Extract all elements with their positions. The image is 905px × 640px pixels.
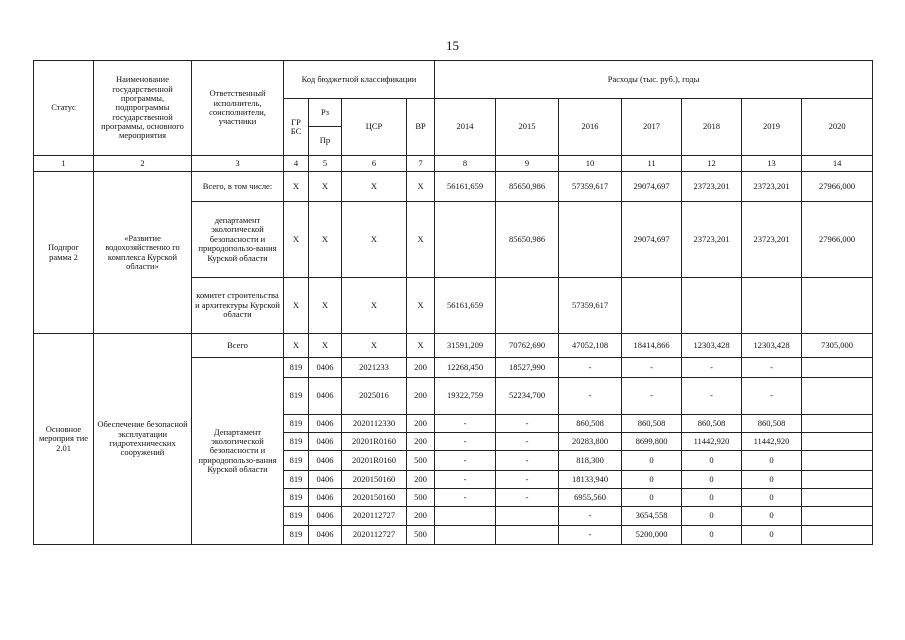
grbs-cell: 819 [284, 489, 309, 507]
expense-cell [802, 471, 873, 489]
grbs-cell: 819 [284, 358, 309, 378]
expense-cell: 85650,986 [496, 202, 559, 278]
rz-pr-cell: 0406 [309, 471, 342, 489]
expense-cell: 20283,800 [559, 433, 622, 451]
expense-cell [435, 507, 496, 526]
csr-cell: 20201R0160 [342, 433, 407, 451]
expense-cell: 47052,108 [559, 334, 622, 358]
expense-cell: 8699,800 [622, 433, 682, 451]
expense-cell: 85650,986 [496, 172, 559, 202]
expense-cell: - [435, 471, 496, 489]
expense-cell: 18527,990 [496, 358, 559, 378]
csr-cell: 2021233 [342, 358, 407, 378]
column-number: 3 [192, 156, 284, 172]
column-number: 12 [682, 156, 742, 172]
expense-cell: 23723,201 [682, 172, 742, 202]
expense-cell: 0 [622, 489, 682, 507]
grbs-cell: X [284, 278, 309, 334]
rz-pr-cell: 0406 [309, 489, 342, 507]
rz-pr-cell: 0406 [309, 451, 342, 471]
csr-cell: 20201R0160 [342, 451, 407, 471]
header-name: Наименование государственной программы, подпрограммы государственной программы, основного мероприятия [94, 61, 192, 156]
rz-pr-cell: 0406 [309, 526, 342, 545]
expense-cell [802, 526, 873, 545]
csr-cell: 2025016 [342, 378, 407, 415]
expense-cell: - [496, 489, 559, 507]
expense-cell: - [435, 489, 496, 507]
table-row [34, 334, 873, 358]
expense-cell: 56161,659 [435, 172, 496, 202]
expense-cell: 57359,617 [559, 172, 622, 202]
expense-cell: - [559, 507, 622, 526]
expense-cell [802, 378, 873, 415]
responsible-cell: Департамент экологической безопасности и природопользо-вания Курской области [192, 358, 284, 545]
vr-cell: X [407, 334, 435, 358]
header-vr: ВР [407, 99, 435, 156]
expense-cell: 0 [622, 471, 682, 489]
expense-cell: 860,508 [682, 415, 742, 433]
expense-cell: 11442,920 [742, 433, 802, 451]
csr-cell: X [342, 278, 407, 334]
column-number: 8 [435, 156, 496, 172]
grbs-cell: 819 [284, 507, 309, 526]
rz-pr-cell: 0406 [309, 415, 342, 433]
grbs-cell: 819 [284, 451, 309, 471]
expense-cell: 11442,920 [682, 433, 742, 451]
expense-cell: 12303,428 [682, 334, 742, 358]
vr-cell: X [407, 202, 435, 278]
grbs-cell: 819 [284, 526, 309, 545]
header-pr: Пр [309, 127, 342, 156]
vr-cell: X [407, 172, 435, 202]
grbs-cell: X [284, 334, 309, 358]
csr-cell: 2020112727 [342, 507, 407, 526]
expense-cell [435, 526, 496, 545]
rz-pr-cell: 0406 [309, 378, 342, 415]
expense-cell: - [435, 451, 496, 471]
vr-cell: X [407, 278, 435, 334]
vr-cell: 500 [407, 489, 435, 507]
vr-cell: 200 [407, 378, 435, 415]
expense-cell [802, 433, 873, 451]
expense-cell: 31591,209 [435, 334, 496, 358]
expense-cell: 19322,759 [435, 378, 496, 415]
expense-cell: 0 [742, 526, 802, 545]
column-number: 5 [309, 156, 342, 172]
expense-cell: 860,508 [559, 415, 622, 433]
expense-cell [742, 278, 802, 334]
status-cell: Подпрог рамма 2 [34, 172, 94, 334]
expense-cell: 0 [682, 451, 742, 471]
column-number-row [34, 156, 873, 172]
table-row [34, 172, 873, 202]
column-number: 10 [559, 156, 622, 172]
expense-cell [802, 358, 873, 378]
expense-cell: 12303,428 [742, 334, 802, 358]
header-year: 2019 [742, 99, 802, 156]
header-grbs: ГР БС [284, 99, 309, 156]
expense-cell [496, 278, 559, 334]
expense-cell: 0 [682, 489, 742, 507]
header-year: 2014 [435, 99, 496, 156]
csr-cell: 2020112727 [342, 526, 407, 545]
rz-pr-cell: 0406 [309, 433, 342, 451]
status-cell: Основное мероприя тие 2.01 [34, 334, 94, 545]
budget-table [33, 60, 873, 545]
column-number: 13 [742, 156, 802, 172]
csr-cell: 2020150160 [342, 471, 407, 489]
expense-cell: - [435, 433, 496, 451]
expense-cell: - [496, 415, 559, 433]
header-year: 2018 [682, 99, 742, 156]
grbs-cell: 819 [284, 433, 309, 451]
expense-cell [802, 415, 873, 433]
vr-cell: 500 [407, 526, 435, 545]
expense-cell: 56161,659 [435, 278, 496, 334]
responsible-cell: Всего, в том числе: [192, 172, 284, 202]
expense-cell: - [682, 378, 742, 415]
expense-cell: 29074,697 [622, 202, 682, 278]
expense-cell: 29074,697 [622, 172, 682, 202]
program-name-cell: «Развитие водохозяйственно го комплекса Курской области» [94, 172, 192, 334]
rz-pr-cell: 0406 [309, 507, 342, 526]
expense-cell [802, 278, 873, 334]
expense-cell: 12268,450 [435, 358, 496, 378]
expense-cell: 0 [682, 507, 742, 526]
expense-cell: - [435, 415, 496, 433]
header-year: 2015 [496, 99, 559, 156]
expense-cell: 18414,866 [622, 334, 682, 358]
header-year: 2017 [622, 99, 682, 156]
vr-cell: 200 [407, 507, 435, 526]
expense-cell [435, 202, 496, 278]
expense-cell: - [496, 433, 559, 451]
expense-cell: 0 [742, 489, 802, 507]
csr-cell: 2020150160 [342, 489, 407, 507]
csr-cell: X [342, 202, 407, 278]
expense-cell: 23723,201 [742, 202, 802, 278]
expense-cell: 6955,560 [559, 489, 622, 507]
expense-cell: 860,508 [742, 415, 802, 433]
responsible-cell: комитет строительства и архитектуры Курской области [192, 278, 284, 334]
expense-cell: 70762,690 [496, 334, 559, 358]
expense-cell: 0 [742, 451, 802, 471]
expense-cell [802, 489, 873, 507]
expense-cell: 0 [622, 451, 682, 471]
column-number: 6 [342, 156, 407, 172]
csr-cell: 2020112330 [342, 415, 407, 433]
expense-cell: 27966,000 [802, 202, 873, 278]
expense-cell [622, 278, 682, 334]
expense-cell: 23723,201 [742, 172, 802, 202]
grbs-cell: 819 [284, 415, 309, 433]
expense-cell: 0 [742, 471, 802, 489]
grbs-cell: X [284, 172, 309, 202]
expense-cell: 3654,558 [622, 507, 682, 526]
rz-pr-cell: X [309, 172, 342, 202]
expense-cell: 23723,201 [682, 202, 742, 278]
expense-cell: - [559, 526, 622, 545]
expense-cell [802, 451, 873, 471]
grbs-cell: 819 [284, 471, 309, 489]
header-expenses: Расходы (тыс. руб.), годы [435, 61, 873, 99]
expense-cell: - [682, 358, 742, 378]
expense-cell [559, 202, 622, 278]
expense-cell [682, 278, 742, 334]
expense-cell: 860,508 [622, 415, 682, 433]
expense-cell: 0 [682, 471, 742, 489]
header-budget-code: Код бюджетной классификации [284, 61, 435, 99]
vr-cell: 200 [407, 471, 435, 489]
expense-cell: - [742, 358, 802, 378]
grbs-cell: X [284, 202, 309, 278]
grbs-cell: 819 [284, 378, 309, 415]
header-responsible: Ответственный исполнитель, соисполнители, участники [192, 61, 284, 156]
vr-cell: 500 [407, 451, 435, 471]
expense-cell [496, 507, 559, 526]
expense-cell: 818,300 [559, 451, 622, 471]
expense-cell: - [622, 358, 682, 378]
rz-pr-cell: X [309, 278, 342, 334]
rz-pr-cell: X [309, 334, 342, 358]
vr-cell: 200 [407, 433, 435, 451]
expense-cell: - [742, 378, 802, 415]
header-csr: ЦСР [342, 99, 407, 156]
csr-cell: X [342, 334, 407, 358]
header-status: Статус [34, 61, 94, 156]
page-number: 15 [446, 38, 459, 53]
expense-cell: - [559, 378, 622, 415]
responsible-cell: департамент экологической безопасности и природопользо-вания Курской области [192, 202, 284, 278]
expense-cell: - [622, 378, 682, 415]
responsible-cell: Всего [192, 334, 284, 358]
header-year: 2016 [559, 99, 622, 156]
column-number: 7 [407, 156, 435, 172]
rz-pr-cell: X [309, 202, 342, 278]
header-rz: Рз [309, 99, 342, 127]
expense-cell: - [496, 471, 559, 489]
expense-cell: 0 [682, 526, 742, 545]
vr-cell: 200 [407, 415, 435, 433]
csr-cell: X [342, 172, 407, 202]
header-year: 2020 [802, 99, 873, 156]
column-number: 11 [622, 156, 682, 172]
expense-cell: - [496, 451, 559, 471]
expense-cell: - [559, 358, 622, 378]
header-row-1 [34, 61, 873, 99]
activity-name-cell: Обеспечение безопасной эксплуатации гидротехнических сооружений [94, 334, 192, 545]
column-number: 1 [34, 156, 94, 172]
column-number: 4 [284, 156, 309, 172]
expense-cell: 57359,617 [559, 278, 622, 334]
expense-cell: 5200,000 [622, 526, 682, 545]
expense-cell: 0 [742, 507, 802, 526]
expense-cell: 27966,000 [802, 172, 873, 202]
rz-pr-cell: 0406 [309, 358, 342, 378]
expense-cell: 52234,700 [496, 378, 559, 415]
expense-cell [496, 526, 559, 545]
column-number: 2 [94, 156, 192, 172]
column-number: 14 [802, 156, 873, 172]
expense-cell: 7305,000 [802, 334, 873, 358]
vr-cell: 200 [407, 358, 435, 378]
expense-cell: 18133,940 [559, 471, 622, 489]
column-number: 9 [496, 156, 559, 172]
expense-cell [802, 507, 873, 526]
